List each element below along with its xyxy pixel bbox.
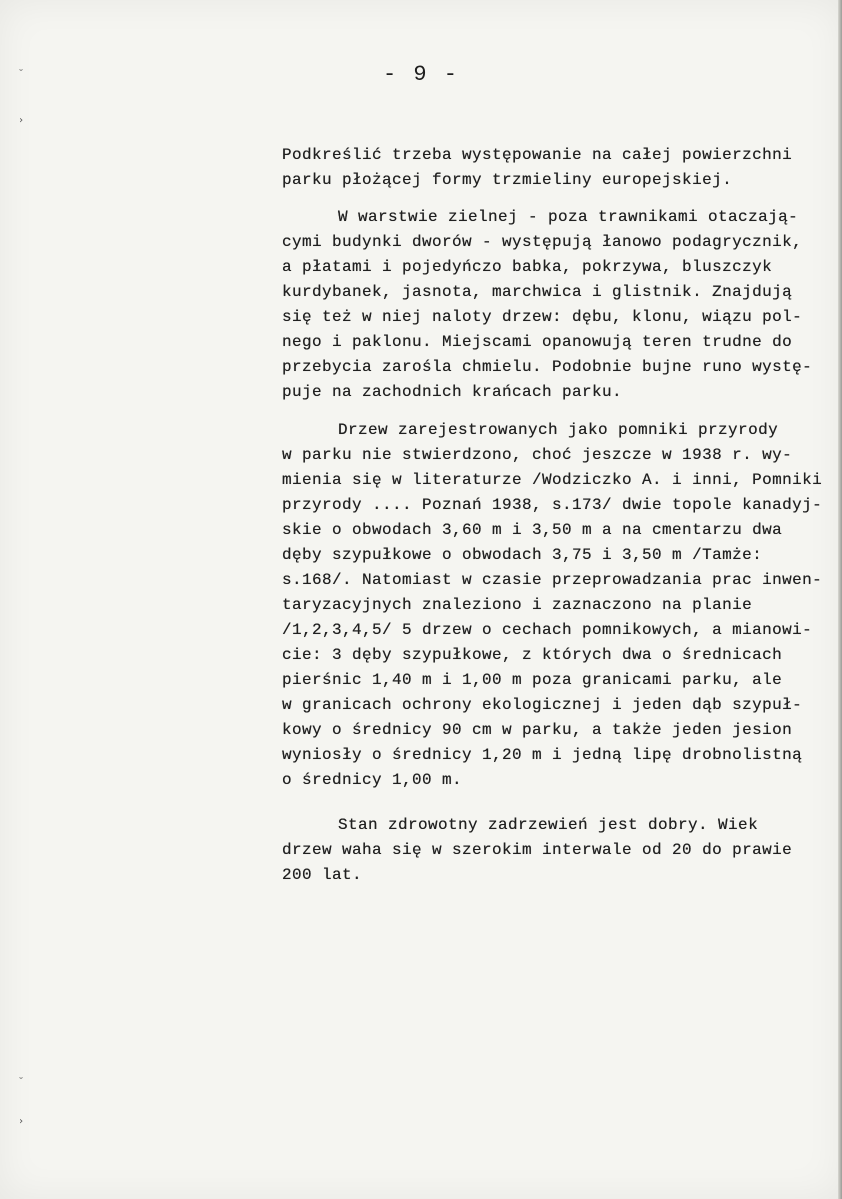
text-line: przyrody .... Poznań 1938, s.173/ dwie topole kanadyj- — [282, 496, 823, 514]
text-line: się też w niej naloty drzew: dębu, klonu, wiązu pol- — [282, 308, 803, 326]
text-line: w parku nie stwierdzono, choć jeszcze w 1938 r. wy- — [282, 446, 793, 464]
text-line: cie: 3 dęby szypułkowe, z których dwa o średnicach — [282, 646, 783, 664]
text-line: s.168/. Natomiast w czasie przeprowadzania prac inwen- — [282, 571, 823, 589]
text-line: w granicach ochrony ekologicznej i jeden dąb szypuł- — [282, 696, 803, 714]
page-edge-shadow — [838, 0, 842, 1199]
text-line: kurdybanek, jasnota, marchwica i glistnik. Znajdują — [282, 283, 793, 301]
text-line: taryzacyjnych znaleziono i zaznaczono na planie — [282, 596, 753, 614]
text-line: przebycia zarośla chmielu. Podobnie bujne runo wystę- — [282, 358, 813, 376]
text-line: parku płożącej formy trzmieliny europejskiej. — [282, 171, 733, 189]
text-line: wyniosły o średnicy 1,20 m i jedną lipę drobnolistną — [282, 746, 803, 764]
text-line: drzew waha się w szerokim interwale od 20 do prawie — [282, 841, 793, 859]
text-line: Drzew zarejestrowanych jako pomniki przyrody — [338, 421, 779, 439]
text-line: /1,2,3,4,5/ 5 drzew o cechach pomnikowych, a mianowi- — [282, 621, 813, 639]
text-line: skie o obwodach 3,60 m i 3,50 m a na cmentarzu dwa — [282, 521, 783, 539]
margin-mark: › — [18, 1116, 25, 1127]
text-line: a płatami i pojedyńczo babka, pokrzywa, bluszczyk — [282, 258, 773, 276]
text-line: kowy o średnicy 90 cm w parku, a także jeden jesion — [282, 721, 793, 739]
margin-mark: ˘ — [18, 69, 25, 80]
page-number: - 9 - — [382, 62, 459, 87]
text-line: pierśnic 1,40 m i 1,00 m poza granicami parku, ale — [282, 671, 783, 689]
text-line: W warstwie zielnej - poza trawnikami otaczają- — [338, 208, 799, 226]
text-line: cymi budynki dworów - występują łanowo podagrycznik, — [282, 233, 803, 251]
text-line: 200 lat. — [282, 866, 363, 884]
text-line: o średnicy 1,00 m. — [282, 771, 463, 789]
text-line: mienia się w literaturze /Wodziczko A. i inni, Pomniki — [282, 471, 823, 489]
text-line: puje na zachodnich krańcach parku. — [282, 383, 623, 401]
text-line: Podkreślić trzeba występowanie na całej powierzchni — [282, 146, 793, 164]
margin-mark: ˘ — [18, 1077, 25, 1088]
text-line: Stan zdrowotny zadrzewień jest dobry. Wiek — [338, 816, 759, 834]
text-line: nego i paklonu. Miejscami opanowują teren trudne do — [282, 333, 793, 351]
margin-mark: › — [18, 115, 25, 126]
text-line: dęby szypułkowe o obwodach 3,75 i 3,50 m /Tamże: — [282, 546, 763, 564]
